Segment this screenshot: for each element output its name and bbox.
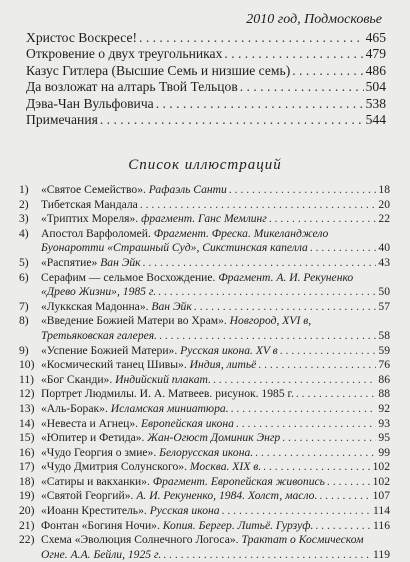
illustration-caption bbox=[41, 417, 390, 432]
caption-italic-text: Белорусская икона. bbox=[156, 445, 254, 459]
illustration-number: 14) bbox=[19, 416, 35, 430]
illustration-caption bbox=[41, 533, 390, 548]
toc-entry bbox=[26, 30, 386, 46]
illustrations-list bbox=[19, 183, 390, 562]
leader-dots bbox=[231, 402, 377, 417]
leader-dots bbox=[222, 504, 371, 519]
caption-plain-text: «Космический танец Шивы». bbox=[41, 358, 187, 372]
leader-dots bbox=[315, 519, 371, 534]
illustration-caption bbox=[41, 256, 390, 271]
caption-plain-text: Портрет Людмилы. И. А. Матвеев. рисунок. 1985 г. bbox=[41, 387, 294, 401]
illustration-page: 22 bbox=[378, 212, 390, 226]
illustration-entry-continuation bbox=[19, 241, 390, 256]
illustration-caption bbox=[41, 314, 390, 329]
leader-dots bbox=[240, 79, 364, 95]
illustration-caption bbox=[41, 460, 390, 475]
illustration-entry bbox=[19, 489, 390, 504]
caption-plain-text: «Иоанн Креститель». bbox=[41, 504, 147, 518]
caption-plain-text: «Святой Георгий». bbox=[41, 489, 134, 503]
caption-italic-text: Третьяковская галерея. bbox=[41, 328, 158, 342]
leader-dots bbox=[156, 96, 364, 112]
illustration-number: 20) bbox=[19, 504, 35, 518]
illustration-page: 76 bbox=[378, 358, 390, 372]
caption-plain-text: Серафим — сельмое Восхождение. bbox=[41, 270, 216, 284]
leader-dots bbox=[224, 46, 363, 62]
caption-italic-text: Европейская икона bbox=[138, 416, 234, 430]
leader-dots bbox=[263, 460, 370, 475]
illustration-page: 59 bbox=[378, 343, 390, 357]
illustration-number: 18) bbox=[19, 474, 35, 488]
illustration-entry bbox=[19, 533, 390, 548]
caption-italic-text: Индия, литьё bbox=[186, 358, 257, 372]
illustration-caption bbox=[41, 241, 390, 256]
illustration-page: 18 bbox=[378, 183, 390, 196]
illustration-page: 93 bbox=[378, 416, 390, 430]
caption-plain-text: «Аль-Борак». bbox=[41, 401, 108, 415]
illustration-number: 6) bbox=[19, 270, 29, 284]
leader-dots bbox=[258, 358, 376, 373]
illustration-page: 86 bbox=[378, 372, 390, 386]
illustration-number: 10) bbox=[19, 358, 35, 372]
toc-entry-title: Да возложат на алтарь Твой Тельцов bbox=[26, 79, 238, 95]
leader-dots bbox=[269, 212, 377, 227]
caption-plain-text: «Триптих Мореля». bbox=[41, 212, 139, 226]
illustration-page: 99 bbox=[378, 445, 390, 459]
toc-entry bbox=[26, 112, 386, 128]
caption-plain-text: «Введение Божией Матери во Храм». bbox=[41, 314, 227, 328]
caption-italic-text: Огне. А.А. Бейли, 1925 г. bbox=[41, 547, 162, 561]
illustration-number: 22) bbox=[19, 533, 35, 547]
illustration-caption bbox=[41, 300, 390, 315]
leader-dots bbox=[163, 548, 371, 562]
leader-dots bbox=[255, 446, 376, 461]
illustration-caption bbox=[41, 212, 390, 227]
caption-italic-text: Фрагмент. А. И. Рекуненко bbox=[215, 270, 354, 284]
caption-italic-text: Рафаэль Санти bbox=[145, 183, 227, 196]
caption-italic-text: Буонаротти «Страшный Суд», Сикстинская капелла bbox=[41, 241, 308, 255]
illustration-page: 20 bbox=[378, 197, 390, 211]
illustration-entry bbox=[19, 358, 390, 373]
caption-italic-text: Ван Эйк bbox=[148, 299, 192, 313]
illustration-page: 92 bbox=[378, 401, 390, 415]
illustration-number: 3) bbox=[19, 212, 29, 226]
toc-entry bbox=[26, 79, 386, 95]
illustration-entry bbox=[19, 475, 390, 490]
caption-italic-text: Жан-Огюст Доминик Энгр bbox=[144, 431, 281, 445]
illustration-page: 40 bbox=[378, 241, 390, 255]
illustration-entry bbox=[19, 300, 390, 315]
caption-italic-text: Фрагмент. Фреска. Микеланджело bbox=[150, 226, 329, 240]
caption-plain-text: «Святое Семейство». bbox=[41, 183, 146, 196]
illustration-page: 58 bbox=[378, 328, 390, 342]
illustration-caption bbox=[41, 431, 390, 446]
illustration-number: 16) bbox=[19, 445, 35, 459]
illustration-caption bbox=[41, 285, 390, 300]
illustration-entry bbox=[19, 227, 390, 242]
illustration-entry bbox=[19, 344, 390, 359]
toc-entry bbox=[26, 63, 386, 79]
caption-plain-text: «Невеста и Агнец». bbox=[41, 416, 139, 430]
leader-dots bbox=[140, 198, 377, 213]
illustration-entry bbox=[19, 212, 390, 227]
illustration-number: 1) bbox=[19, 183, 29, 196]
toc-entry-page: 504 bbox=[365, 79, 386, 95]
caption-italic-text: Исламская миниатюра. bbox=[107, 401, 229, 415]
caption-italic-text: фрагмент. Ганс Мемлинг bbox=[138, 212, 267, 226]
caption-italic-text: Копия. Бергер. Литьё. Гурзуф. bbox=[159, 518, 314, 532]
caption-italic-text: Ван Эйк bbox=[97, 255, 141, 269]
illustration-page: 119 bbox=[373, 547, 390, 561]
illustration-entry bbox=[19, 431, 390, 446]
caption-plain-text: «Луккская Мадонна». bbox=[41, 299, 149, 313]
illustration-page: 88 bbox=[378, 387, 390, 401]
illustration-number: 11) bbox=[19, 372, 35, 386]
toc-entry-title: Казус Гитлера (Высшие Семь и низшие семь) bbox=[26, 62, 291, 78]
illustration-entry bbox=[19, 387, 390, 402]
illustration-caption bbox=[41, 402, 390, 417]
leader-dots bbox=[296, 387, 377, 402]
caption-italic-text: Русская икона bbox=[146, 504, 220, 518]
illustration-number: 2) bbox=[19, 197, 29, 211]
illustration-caption bbox=[41, 227, 390, 242]
caption-plain-text: «Чудо Дмитрия Солунского». bbox=[41, 460, 187, 474]
illustration-number: 13) bbox=[19, 401, 35, 415]
caption-plain-text: «Бог Сканди». bbox=[41, 372, 113, 386]
toc-entry-title: Примечания bbox=[26, 111, 98, 127]
caption-italic-text: Индийский плакат. bbox=[112, 372, 211, 386]
illustration-number: 4) bbox=[19, 226, 29, 240]
illustration-entry bbox=[19, 271, 390, 286]
illustration-number: 7) bbox=[19, 299, 29, 313]
illustration-number: 9) bbox=[19, 343, 29, 357]
section-title: Список иллюстраций bbox=[128, 157, 282, 173]
illustration-number: 8) bbox=[19, 314, 29, 328]
illustration-entry bbox=[19, 314, 390, 329]
toc-entry bbox=[26, 46, 386, 62]
illustration-page: 57 bbox=[378, 299, 390, 313]
leader-dots bbox=[139, 30, 364, 46]
caption-italic-text: Трактат о Космическом bbox=[238, 533, 364, 547]
leader-dots bbox=[143, 256, 377, 271]
toc-entry-page: 486 bbox=[365, 62, 386, 78]
leader-dots bbox=[213, 373, 376, 388]
leader-dots bbox=[158, 285, 376, 300]
leader-dots bbox=[280, 344, 377, 359]
illustration-page: 102 bbox=[372, 474, 390, 488]
leader-dots bbox=[229, 183, 377, 198]
illustration-entry-continuation bbox=[19, 285, 390, 300]
toc-entry-page: 544 bbox=[365, 111, 386, 127]
caption-italic-text: «Древо Жизни», 1985 г. bbox=[41, 285, 157, 299]
illustration-entry bbox=[19, 198, 390, 213]
illustration-number: 19) bbox=[19, 489, 35, 503]
caption-italic-text: Русская икона. XV в bbox=[177, 343, 278, 357]
illustration-entry bbox=[19, 417, 390, 432]
toc-entry-page: 538 bbox=[365, 95, 386, 111]
caption-italic-text: А. И. Рекуненко, 1984. Холст, масло. bbox=[133, 489, 318, 503]
leader-dots bbox=[327, 475, 371, 490]
illustration-caption bbox=[41, 344, 390, 359]
toc-entry-page: 479 bbox=[365, 46, 386, 62]
illustration-number: 5) bbox=[19, 255, 29, 269]
illustration-caption bbox=[41, 475, 390, 490]
illustration-number: 15) bbox=[19, 431, 35, 445]
illustration-entry bbox=[19, 373, 390, 388]
caption-plain-text: «Распятие» bbox=[41, 255, 98, 269]
illustration-page: 114 bbox=[373, 504, 390, 518]
caption-italic-text: Москва. XIX в. bbox=[187, 460, 262, 474]
caption-plain-text: «Юпитер и Фетида». bbox=[41, 431, 145, 445]
illustration-caption bbox=[41, 387, 390, 402]
table-of-contents bbox=[26, 30, 386, 128]
illustration-caption bbox=[41, 198, 390, 213]
illustration-number: 12) bbox=[19, 387, 35, 401]
leader-dots bbox=[194, 300, 377, 315]
leader-dots bbox=[310, 241, 377, 256]
illustration-entry bbox=[19, 460, 390, 475]
illustration-page: 116 bbox=[373, 518, 390, 532]
illustration-caption bbox=[41, 183, 390, 198]
toc-entry-title: Дэва-Чан Вульфовича bbox=[26, 95, 154, 111]
caption-plain-text: «Чудо Георгия о змие». bbox=[41, 445, 157, 459]
caption-plain-text: Фонтан «Богиня Ночи». bbox=[41, 518, 160, 532]
caption-plain-text: «Сатиры и вакханки». bbox=[41, 474, 150, 488]
leader-dots bbox=[100, 112, 364, 128]
illustration-page: 102 bbox=[372, 460, 390, 474]
caption-plain-text: «Успение Божией Матери». bbox=[41, 343, 178, 357]
illustration-entry bbox=[19, 446, 390, 461]
caption-italic-text: Новгород, XVI в, bbox=[226, 314, 312, 328]
caption-plain-text: Тибетская Мандала bbox=[41, 197, 138, 211]
illustration-caption bbox=[41, 519, 390, 534]
caption-italic-text: Фрагмент. Европейская живопись bbox=[149, 474, 325, 488]
illustration-entry-continuation bbox=[19, 548, 390, 562]
illustration-entry-continuation bbox=[19, 329, 390, 344]
illustration-page: 43 bbox=[378, 255, 390, 269]
illustration-entry bbox=[19, 519, 390, 534]
toc-entry-page: 465 bbox=[365, 30, 386, 45]
leader-dots bbox=[236, 417, 377, 432]
leader-dots bbox=[282, 431, 376, 446]
illustration-caption bbox=[41, 271, 390, 286]
leader-dots bbox=[319, 489, 370, 504]
illustration-caption bbox=[41, 329, 390, 344]
illustration-caption bbox=[41, 446, 390, 461]
illustration-entry bbox=[19, 504, 390, 519]
illustration-page: 107 bbox=[372, 489, 390, 503]
illustration-caption bbox=[41, 358, 390, 373]
chapter-heading: 2010 год, Подмосковье bbox=[246, 12, 382, 27]
toc-entry bbox=[26, 96, 386, 112]
illustration-number: 17) bbox=[19, 460, 35, 474]
illustration-caption bbox=[41, 504, 390, 519]
illustration-caption bbox=[41, 489, 390, 504]
illustration-number: 21) bbox=[19, 518, 35, 532]
caption-plain-text: Схема «Эволюция Солнечного Логоса». bbox=[41, 533, 239, 547]
leader-dots bbox=[159, 329, 376, 344]
toc-entry-title: Христос Воскресе! bbox=[26, 30, 138, 45]
caption-plain-text: Апостол Варфоломей. bbox=[41, 226, 151, 240]
illustration-caption bbox=[41, 548, 390, 562]
illustration-entry bbox=[19, 256, 390, 271]
toc-entry-title: Откровение о двух треугольниках bbox=[26, 46, 223, 62]
leader-dots bbox=[292, 63, 363, 79]
illustration-entry bbox=[19, 402, 390, 417]
illustration-entry bbox=[19, 183, 390, 198]
illustration-caption bbox=[41, 373, 390, 388]
illustration-page: 95 bbox=[378, 431, 390, 445]
illustration-page: 50 bbox=[378, 285, 390, 299]
